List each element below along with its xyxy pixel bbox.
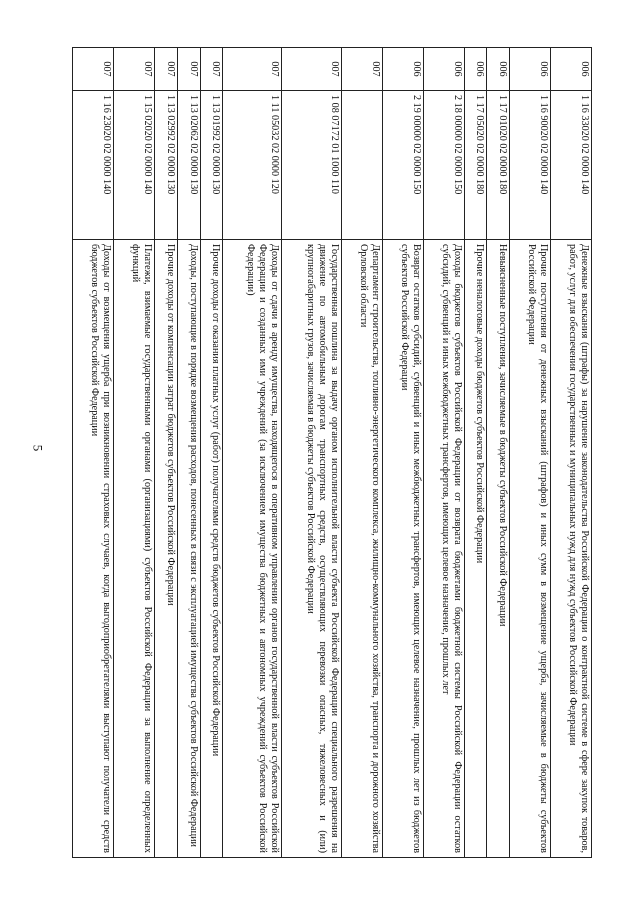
revenue-name-cell: Доходы от сдачи в аренду имущества, находящегося в оперативном управлении органов государственной власти субъектов Российской Федерации и созданных ими учреждений (за исключением имущества бюджетных и автономных учреждений субъектов Российской Федерации) (223, 240, 282, 858)
revenue-name-cell: Государственная пошлина за выдачу органом исполнительной власти субъекта Российской Федерации специального разрешения на движение по автомобильным дорогам транспортных средств, осуществляющих перевозки опасных, тяжеловесных и (или) крупногабаритных грузов, зачисляемая в бюджеты субъектов Российской Федерации (282, 240, 341, 858)
rotated-table-wrapper (72, 47, 592, 858)
admin-code-cell: 006 (487, 48, 510, 91)
budget-code-cell (341, 91, 382, 240)
table-row (200, 48, 223, 858)
table-row (114, 48, 155, 858)
revenue-name-cell: Прочие поступления от денежных взысканий (штрафов) и иных сумм в возмещение ущерба, зачисляемые в бюджеты субъектов Российской Федерации (510, 240, 551, 858)
admin-code-cell: 007 (177, 48, 200, 91)
budget-code-cell: 1 16 90020 02 0000 140 (510, 91, 551, 240)
revenue-name-cell: Доходы от возмещения ущерба при возникновении страховых случаев, когда выгодоприобретателями выступают получатели средств бюджетов субъектов Российской Федерации (73, 240, 114, 858)
table-row (177, 48, 200, 858)
revenue-name-cell: Прочие доходы от оказания платных услуг (работ) получателями средств бюджетов субъектов Российской Федерации (200, 240, 223, 858)
budget-code-cell: 2 18 00000 02 0000 150 (423, 91, 464, 240)
budget-code-cell: 1 16 33020 02 0000 140 (551, 91, 592, 240)
table-row (382, 48, 423, 858)
table-row (155, 48, 178, 858)
table-row (423, 48, 464, 858)
table-row (551, 48, 592, 858)
table-row (223, 48, 282, 858)
revenue-codes-table (72, 47, 592, 858)
admin-code-cell: 007 (155, 48, 178, 91)
revenue-name-cell: Возврат остатков субсидий, субвенций и иных межбюджетных трансфертов, имеющих целевое назначение, прошлых лет из бюджетов субъектов Российской Федерации (382, 240, 423, 858)
admin-code-cell: 007 (73, 48, 114, 91)
table-row (510, 48, 551, 858)
table-row (341, 48, 382, 858)
admin-code-cell: 007 (200, 48, 223, 91)
budget-code-cell: 1 13 01992 02 0000 130 (200, 91, 223, 240)
budget-code-cell: 1 17 05020 02 0000 180 (464, 91, 487, 240)
revenue-name-cell: Прочие неналоговые доходы бюджетов субъектов Российской Федерации (464, 240, 487, 858)
revenue-name-cell: Департамент строительства, топливно-энергетического комплекса, жилищно-коммунального хозяйства, транспорта и дорожного хозяйства Орловской области (341, 240, 382, 858)
table-row (282, 48, 341, 858)
revenue-name-cell: Доходы бюджетов субъектов Российской Федерации от возврата бюджетами бюджетной системы Российской Федерации остатков субсидий, субвенций и иных межбюджетных трансфертов, имеющих целевое назначение, прошлых лет (423, 240, 464, 858)
budget-code-cell: 1 11 05032 02 0000 120 (223, 91, 282, 240)
table-row (487, 48, 510, 858)
revenue-name-cell: Денежные взыскания (штрафы) за нарушение законодательства Российской Федерации о контрактной системе в сфере закупок товаров, работ, услуг для обеспечения государственных и муниципальных нужд для нужд субъектов Российской Федерации (551, 240, 592, 858)
revenue-name-cell: Доходы, поступающие в порядке возмещения расходов, понесенных в связи с эксплуатацией имущества субъектов Российской Федерации (177, 240, 200, 858)
admin-code-cell: 006 (382, 48, 423, 91)
admin-code-cell: 006 (423, 48, 464, 91)
budget-code-cell: 2 19 00000 02 0000 150 (382, 91, 423, 240)
budget-code-cell: 1 13 02992 02 0000 130 (155, 91, 178, 240)
admin-code-cell: 006 (464, 48, 487, 91)
revenue-name-cell: Невыясненные поступления, зачисляемые в бюджеты субъектов Российской Федерации (487, 240, 510, 858)
revenue-name-cell: Прочие доходы от компенсации затрат бюджетов субъектов Российской Федерации (155, 240, 178, 858)
table-row (464, 48, 487, 858)
budget-code-cell: 1 17 01020 02 0000 180 (487, 91, 510, 240)
revenue-name-cell: Платежи, взимаемые государственными органами (организациями) субъектов Российской Федерации за выполнение определенных функций (114, 240, 155, 858)
page-number: 5 (30, 444, 46, 452)
admin-code-cell: 007 (114, 48, 155, 91)
admin-code-cell: 006 (551, 48, 592, 91)
admin-code-cell: 007 (223, 48, 282, 91)
budget-code-cell: 1 15 02020 02 0000 140 (114, 91, 155, 240)
admin-code-cell: 006 (510, 48, 551, 91)
budget-code-cell: 1 13 02062 02 0000 130 (177, 91, 200, 240)
table-row (73, 48, 114, 858)
admin-code-cell: 007 (282, 48, 341, 91)
document-sheet (72, 47, 592, 858)
budget-code-cell: 1 08 07172 01 1000 110 (282, 91, 341, 240)
budget-code-cell: 1 16 23020 02 0000 140 (73, 91, 114, 240)
admin-code-cell: 007 (341, 48, 382, 91)
